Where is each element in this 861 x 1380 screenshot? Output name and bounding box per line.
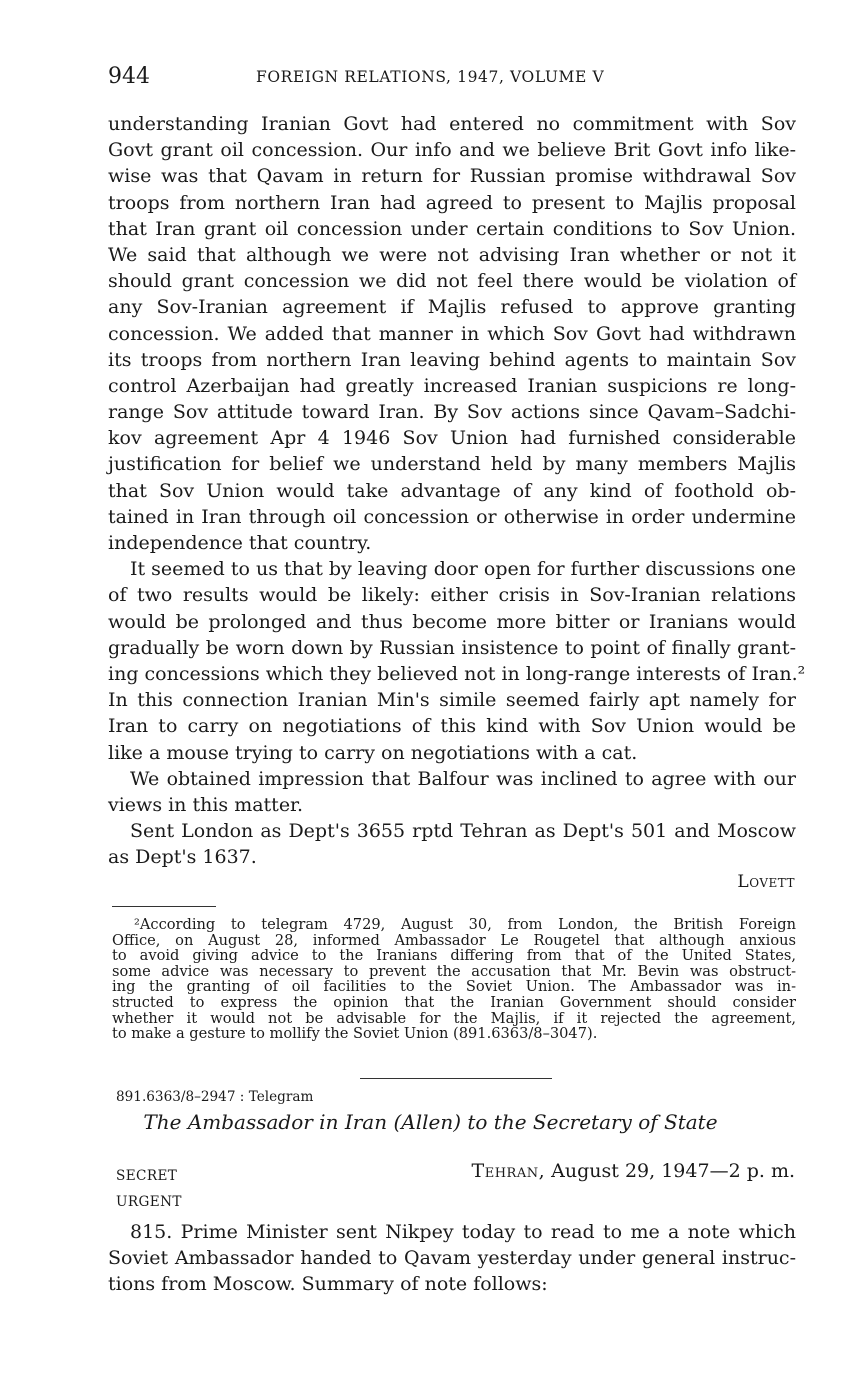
body-line: views in this matter. [108,793,304,816]
body-line: In this connection Iranian Min's simile seemed fairly apt namely for [108,689,796,712]
document-id: 891.6363/8–2947 : Telegram [116,1089,314,1105]
body-line: control Azerbaijan had greatly increased Iranian suspicions re long- [108,374,796,397]
body-line: Govt grant oil concession. Our info and we believe Brit Govt info like- [108,139,796,162]
telegram-text [108,1219,796,1298]
classification-urgent: URGENT [116,1194,182,1210]
body-line: like a mouse trying to carry on negotiations with a cat. [108,741,638,764]
footnote-line: structed to express the opinion that the Iranian Government should consider [112,993,796,1011]
footnote-line: to avoid giving advice to the Iranians differing from that of the United States, [112,947,796,965]
body-text [108,111,806,870]
footnote-line: whether it would not be advisable for the Majlis, if it rejected the agreement, [112,1009,796,1027]
body-line: Sent London as Dept's 3655 rptd Tehran as Dept's 501 and Moscow [130,820,796,843]
body-line: We said that although we were not advising Iran whether or not it [108,243,796,266]
page-header [108,64,796,94]
footnote-line: ²According to telegram 4729, August 30, from London, the British Foreign [134,916,796,933]
body-line: would be prolonged and thus become more bitter or Iranians would [108,610,796,633]
footnote-line: some advice was necessary to prevent the accusation that Mr. Bevin was obstruct- [112,962,796,980]
body-line: understanding Iranian Govt had entered no commitment with Sov [108,113,796,135]
telegram-line: tions from Moscow. Summary of note follows: [108,1273,548,1296]
body-line: Iran to carry on negotiations of this kind with Sov Union would be [108,715,796,738]
body-line: gradually be worn down by Russian insistence to point of finally grant- [108,636,796,659]
signature: Lovett [737,872,795,892]
body-line: that Iran grant oil concession under certain conditions to Sov Union. [108,217,796,240]
body-line: ing concessions which they believed not in long-range interests of Iran.² [108,662,806,685]
footnote-line: to make a gesture to mollify the Soviet Union (891.6363/8–3047). [112,1025,598,1043]
footnote-rule [112,906,216,907]
body-line: concession. We added that manner in which Sov Govt had withdrawn [108,322,796,345]
telegram-line: 815. Prime Minister sent Nikpey today to read to me a note which [130,1221,796,1243]
dateline [472,1160,795,1182]
document-title: The Ambassador in Iran (Allen) to the Secretary of State [143,1110,718,1134]
section-separator [360,1078,552,1079]
body-line: independence that country. [108,532,372,554]
body-line: as Dept's 1637. [108,846,257,869]
body-line: It seemed to us that by leaving door open for further discussions one [130,558,797,581]
dateline-place: Tehran, [471,1160,546,1182]
body-line: tained in Iran through oil concession or otherwise in order undermine [108,505,796,528]
page-number: 944 [108,64,150,89]
running-head: FOREIGN RELATIONS, 1947, VOLUME V [256,68,605,86]
body-line: kov agreement Apr 4 1946 Sov Union had furnished considerable [108,427,796,450]
body-line: range Sov attitude toward Iran. By Sov actions since Qavam–Sadchi- [108,401,796,424]
footnote-line: Office, on August 28, informed Ambassador Le Rougetel that although anxious [112,931,796,949]
footnote-line: ing the granting of oil facilities to the Soviet Union. The Ambassador was in- [112,978,796,996]
telegram-line: Soviet Ambassador handed to Qavam yesterday under general instruc- [108,1247,796,1270]
body-line: its troops from northern Iran leaving behind agents to maintain Sov [108,348,796,371]
footnote [112,917,796,1042]
body-line: that Sov Union would take advantage of any kind of foothold ob- [108,479,796,502]
body-line: wise was that Qavam in return for Russian promise withdrawal Sov [108,165,796,188]
classification-secret: SECRET [116,1168,178,1184]
body-line: troops from northern Iran had agreed to present to Majlis proposal [108,191,796,214]
body-line: any Sov-Iranian agreement if Majlis refused to approve granting [108,296,796,319]
body-line: We obtained impression that Balfour was inclined to agree with our [130,767,796,790]
body-line: justification for belief we understand held by many members Majlis [108,453,796,476]
body-line: should grant concession we did not feel there would be violation of [108,270,796,293]
body-line: of two results would be likely: either crisis in Sov-Iranian relations [108,584,796,607]
dateline-date: August 29, 1947—2 p. m. [545,1160,795,1182]
